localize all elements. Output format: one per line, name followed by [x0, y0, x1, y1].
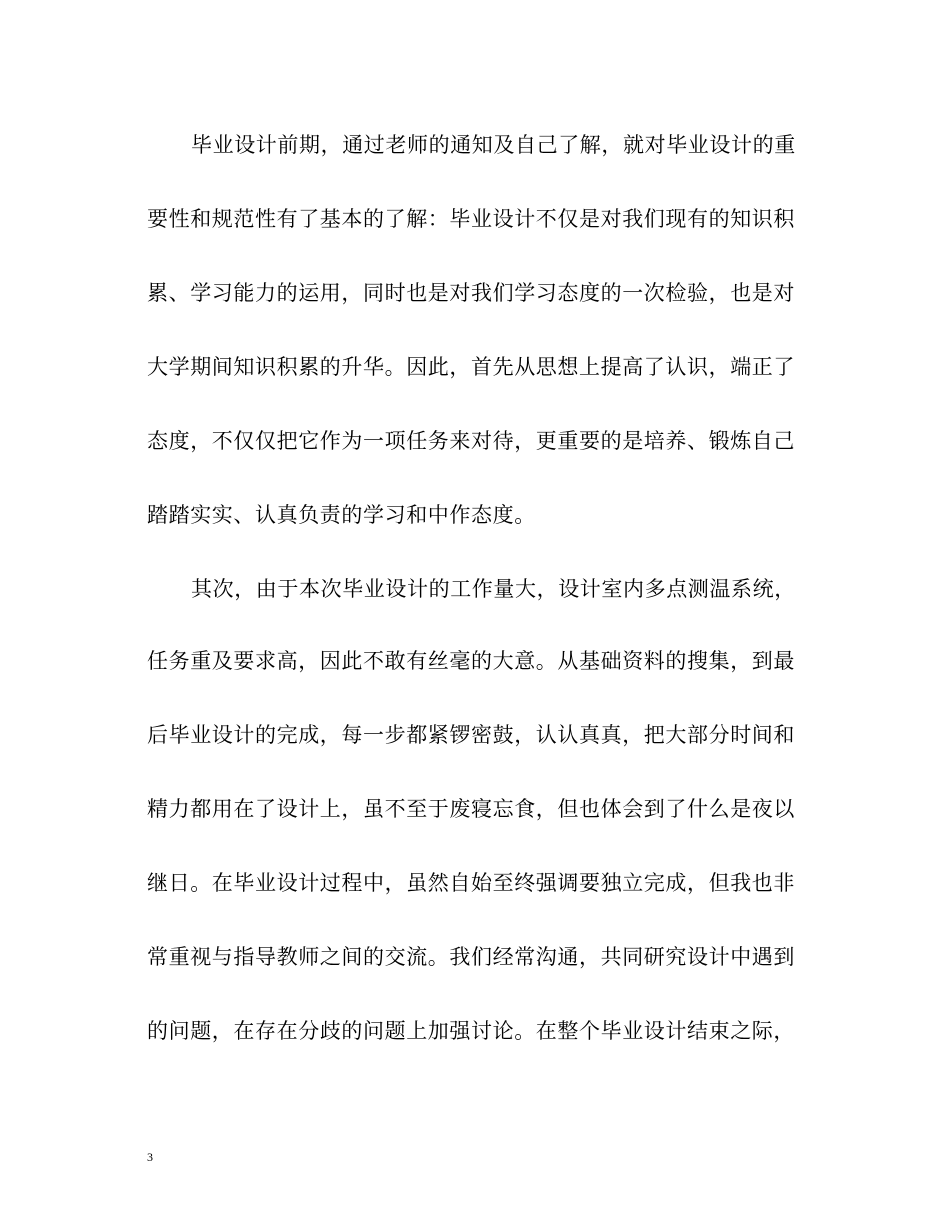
- page-number: 3: [147, 1150, 153, 1164]
- paragraph-2-line-2: 任务重及要求高，因此不敢有丝毫的大意。从基础资料的搜集，到最: [147, 649, 795, 673]
- paragraph-1-line-3: 累、学习能力的运用，同时也是对我们学习态度的一次检验，也是对: [147, 281, 795, 305]
- paragraph-1-line-4: 大学期间知识积累的升华。因此，首先从思想上提高了认识，端正了: [147, 355, 795, 379]
- paragraph-2-line-1: 其次，由于本次毕业设计的工作量大，设计室内多点测温系统，: [191, 577, 796, 601]
- paragraph-2-line-5: 继日。在毕业设计过程中，虽然自始至终强调要独立完成，但我也非: [147, 871, 795, 895]
- paragraph-1-line-6: 踏踏实实、认真负责的学习和中作态度。: [147, 503, 536, 527]
- paragraph-2-line-4: 精力都用在了设计上，虽不至于废寝忘食，但也体会到了什么是夜以: [147, 797, 795, 821]
- paragraph-2-line-3: 后毕业设计的完成，每一步都紧锣密鼓，认认真真，把大部分时间和: [147, 723, 795, 747]
- paragraph-1-line-5: 态度，不仅仅把它作为一项任务来对待，更重要的是培养、锻炼自己: [147, 429, 795, 453]
- paragraph-2-line-6: 常重视与指导教师之间的交流。我们经常沟通，共同研究设计中遇到: [147, 945, 795, 969]
- paragraph-2-line-7: 的问题，在存在分歧的问题上加强讨论。在整个毕业设计结束之际，: [147, 1019, 795, 1043]
- document-body: [147, 125, 807, 1085]
- paragraph-1-line-1: 毕业设计前期，通过老师的通知及自己了解，就对毕业设计的重: [191, 133, 796, 157]
- paragraph-1-line-2: 要性和规范性有了基本的了解：毕业设计不仅是对我们现有的知识积: [147, 207, 795, 231]
